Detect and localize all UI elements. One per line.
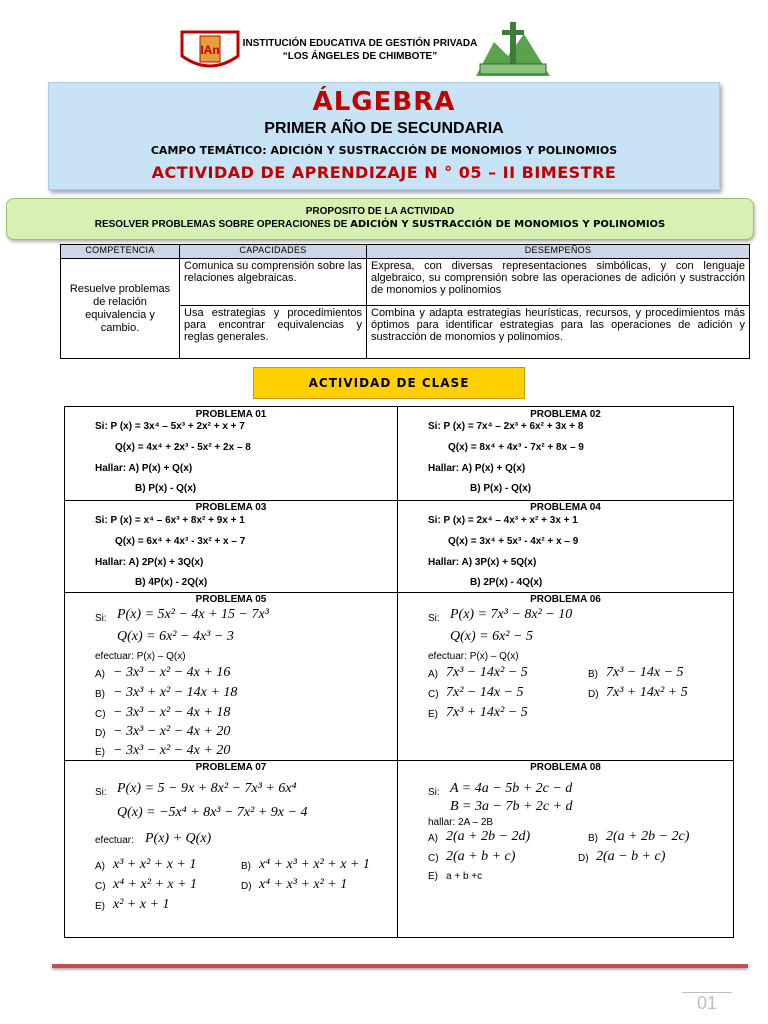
- problem-title: PROBLEMA 01: [195, 409, 267, 420]
- header-capacidades: CAPACIDADES: [180, 245, 367, 259]
- problem-04: [398, 501, 733, 593]
- footer-divider: [52, 964, 748, 968]
- task-a: Hallar: A) 3P(x) + 5Q(x): [428, 557, 537, 568]
- campo-tematico: CAMPO TEMÁTICO: ADICIÓN Y SUSTRACCIÓN DE MONOMIOS Y POLINOMIOS: [150, 144, 618, 157]
- task-a: Hallar: A) P(x) + Q(x): [428, 463, 526, 474]
- option-letter: E): [95, 901, 105, 912]
- instruction: efectuar:: [95, 835, 134, 846]
- option-b: 7x³ − 14x − 5: [606, 665, 684, 680]
- title-banner: [48, 82, 720, 190]
- si-label: Si:: [95, 787, 107, 798]
- option-b: − 3x³ + x² − 14x + 18: [113, 685, 238, 700]
- si-label: Si:: [428, 787, 440, 798]
- header-competencia: COMPETENCIA: [61, 245, 180, 259]
- polynomial-q: Q(x) = 6x⁴ + 4x³ - 3x² + x – 7: [115, 536, 246, 547]
- instruction: efectuar: P(x) – Q(x): [95, 651, 186, 662]
- option-b: 2(a + 2b − 2c): [606, 829, 690, 844]
- option-e: x² + x + 1: [113, 897, 170, 912]
- capacidad-cell: Comunica su comprensión sobre las relaciones algebraicas.: [180, 259, 367, 306]
- option-a: − 3x³ − x² − 4x + 16: [113, 665, 231, 680]
- competencies-table: [60, 244, 750, 359]
- option-a: 7x³ − 14x² − 5: [446, 665, 528, 680]
- polynomial-q: Q(x) = 8x⁴ + 4x³ - 7x² + 8x – 9: [448, 442, 584, 453]
- school-crest-logo: [178, 28, 242, 74]
- option-letter: E): [95, 747, 105, 758]
- option-e: 7x³ + 14x² − 5: [446, 705, 528, 720]
- problem-01: [65, 407, 398, 501]
- activity-heading: ACTIVIDAD DE APRENDIZAJE N ° 05 – II BIMESTRE: [151, 163, 617, 182]
- option-d: x⁴ + x³ + x² + 1: [259, 877, 348, 892]
- option-letter: D): [95, 728, 106, 739]
- option-c: − 3x³ − x² − 4x + 18: [113, 705, 231, 720]
- task-a: Hallar: A) P(x) + Q(x): [95, 463, 193, 474]
- polynomial-p: Si: P (x) = 3x⁴ – 5x³ + 2x² + x + 7: [95, 421, 245, 432]
- problem-05: [65, 593, 398, 761]
- option-letter: B): [588, 669, 598, 680]
- problem-title: PROBLEMA 03: [195, 502, 267, 513]
- problem-08: [398, 761, 733, 937]
- institution-name: [240, 37, 480, 63]
- polynomial-q: Q(x) = −5x⁴ + 8x³ − 7x² + 9x − 4: [117, 805, 308, 820]
- purpose-text-highlight: ADICIÓN Y SUSTRACCIÓN DE MONOMIOS Y POLINOMIOS: [350, 219, 666, 230]
- option-letter: B): [241, 861, 251, 872]
- polynomial-q: Q(x) = 6x² − 4x³ − 3: [117, 629, 234, 644]
- task-b: B) 2P(x) - 4Q(x): [470, 577, 543, 588]
- option-d: 2(a − b + c): [596, 849, 666, 864]
- desempeno-cell: Expresa, con diversas representaciones simbólicas, y con lenguaje algebraico, su comprensión sobre las operaciones de adición y sustracción de monomios y polinomios: [367, 259, 750, 306]
- problem-02: [398, 407, 733, 501]
- problem-title: PROBLEMA 05: [195, 594, 267, 605]
- purpose-box: [6, 198, 754, 240]
- class-activity-label: ACTIVIDAD DE CLASE: [253, 367, 525, 399]
- problem-07: [65, 761, 398, 937]
- option-letter: A): [428, 833, 438, 844]
- problem-title: PROBLEMA 06: [530, 594, 601, 605]
- option-e: − 3x³ − x² − 4x + 20: [113, 743, 231, 758]
- page-number: 01: [682, 992, 732, 1014]
- si-label: Si:: [95, 613, 107, 624]
- option-c: 2(a + b + c): [446, 849, 516, 864]
- polynomial-p: Si: P (x) = 7x⁴ – 2x³ + 6x² + 3x + 8: [428, 421, 584, 432]
- option-letter: B): [588, 833, 598, 844]
- option-letter: A): [95, 861, 105, 872]
- polynomial-q: Q(x) = 6x² − 5: [450, 629, 533, 644]
- subject-title: ÁLGEBRA: [312, 87, 456, 117]
- task-b: B) P(x) - Q(x): [470, 483, 532, 494]
- option-letter: A): [95, 669, 105, 680]
- grade-subtitle: PRIMER AÑO DE SECUNDARIA: [264, 120, 504, 137]
- option-letter: C): [95, 881, 106, 892]
- option-d: 7x³ + 14x² + 5: [606, 685, 688, 700]
- option-letter: D): [588, 689, 599, 700]
- header-desempenos: DESEMPEÑOS: [367, 245, 750, 259]
- option-c: 7x² − 14x − 5: [446, 685, 524, 700]
- option-b: x⁴ + x³ + x² + x + 1: [259, 857, 370, 872]
- task-b: B) P(x) - Q(x): [135, 483, 197, 494]
- option-letter: C): [428, 853, 439, 864]
- problems-grid: [64, 406, 734, 938]
- institution-line1: INSTITUCIÓN EDUCATIVA DE GESTIÓN PRIVADA: [242, 38, 478, 49]
- polynomial-q: Q(x) = 4x⁴ + 2x³ - 5x² + 2x – 8: [115, 442, 251, 453]
- instruction: hallar: 2A – 2B: [428, 817, 494, 828]
- polynomial-p: Si: P (x) = 2x⁴ – 4x³ + x² + 3x + 1: [428, 515, 578, 526]
- competencia-cell: Resuelve problemas de relación equivalencia y cambio.: [61, 259, 180, 359]
- option-letter: D): [578, 853, 589, 864]
- si-label: Si:: [428, 613, 440, 624]
- task-a: Hallar: A) 2P(x) + 3Q(x): [95, 557, 204, 568]
- instruction: efectuar: P(x) – Q(x): [428, 651, 519, 662]
- polynomial-p: Si: P (x) = x⁴ – 6x³ + 8x² + 9x + 1: [95, 515, 245, 526]
- option-letter: E): [428, 871, 438, 882]
- instruction-expression: P(x) + Q(x): [145, 831, 212, 846]
- problem-title: PROBLEMA 08: [530, 762, 601, 773]
- option-letter: C): [428, 689, 439, 700]
- expression-a: A = 4a − 5b + 2c − d: [450, 781, 573, 796]
- institution-line2: “LOS ÁNGELES DE CHIMBOTE”: [282, 51, 438, 62]
- option-letter: B): [95, 689, 105, 700]
- option-c: x⁴ + x² + x + 1: [113, 877, 198, 892]
- purpose-label: PROPOSITO DE LA ACTIVIDAD: [305, 206, 455, 217]
- desempeno-cell: Combina y adapta estrategias heurísticas, recursos, y procedimientos más óptimos para identificar estrategias para las operaciones de adición y sustracción de monomios y polinomios.: [367, 306, 750, 359]
- option-letter: D): [241, 881, 252, 892]
- problem-06: [398, 593, 733, 761]
- logo-text: IAn: [200, 43, 220, 57]
- chimbote-landscape-logo: [474, 20, 552, 78]
- option-a: 2(a + 2b − 2d): [446, 829, 531, 844]
- option-a: x³ + x² + x + 1: [113, 857, 197, 872]
- option-letter: C): [95, 709, 106, 720]
- problem-title: PROBLEMA 07: [195, 762, 267, 773]
- option-letter: E): [428, 709, 438, 720]
- polynomial-p: P(x) = 5 − 9x + 8x² − 7x³ + 6x⁴: [117, 781, 297, 796]
- polynomial-p: P(x) = 7x³ − 8x² − 10: [450, 607, 573, 622]
- polynomial-q: Q(x) = 3x⁴ + 5x³ - 4x² + x – 9: [448, 536, 579, 547]
- expression-b: B = 3a − 7b + 2c + d: [450, 799, 573, 814]
- capacidad-cell: Usa estrategias y procedimientos para encontrar equivalencias y reglas generales.: [180, 306, 367, 359]
- option-e: a + b +c: [446, 871, 483, 882]
- problem-title: PROBLEMA 02: [530, 409, 601, 420]
- problem-title: PROBLEMA 04: [530, 502, 601, 513]
- purpose-text: [7, 219, 753, 230]
- option-d: − 3x³ − x² − 4x + 20: [113, 724, 231, 739]
- purpose-text-prefix: RESOLVER PROBLEMAS SOBRE OPERACIONES DE: [94, 219, 351, 230]
- task-b: B) 4P(x) - 2Q(x): [135, 577, 208, 588]
- polynomial-p: P(x) = 5x² − 4x + 15 − 7x³: [117, 607, 269, 622]
- option-letter: A): [428, 669, 438, 680]
- problem-03: [65, 501, 398, 593]
